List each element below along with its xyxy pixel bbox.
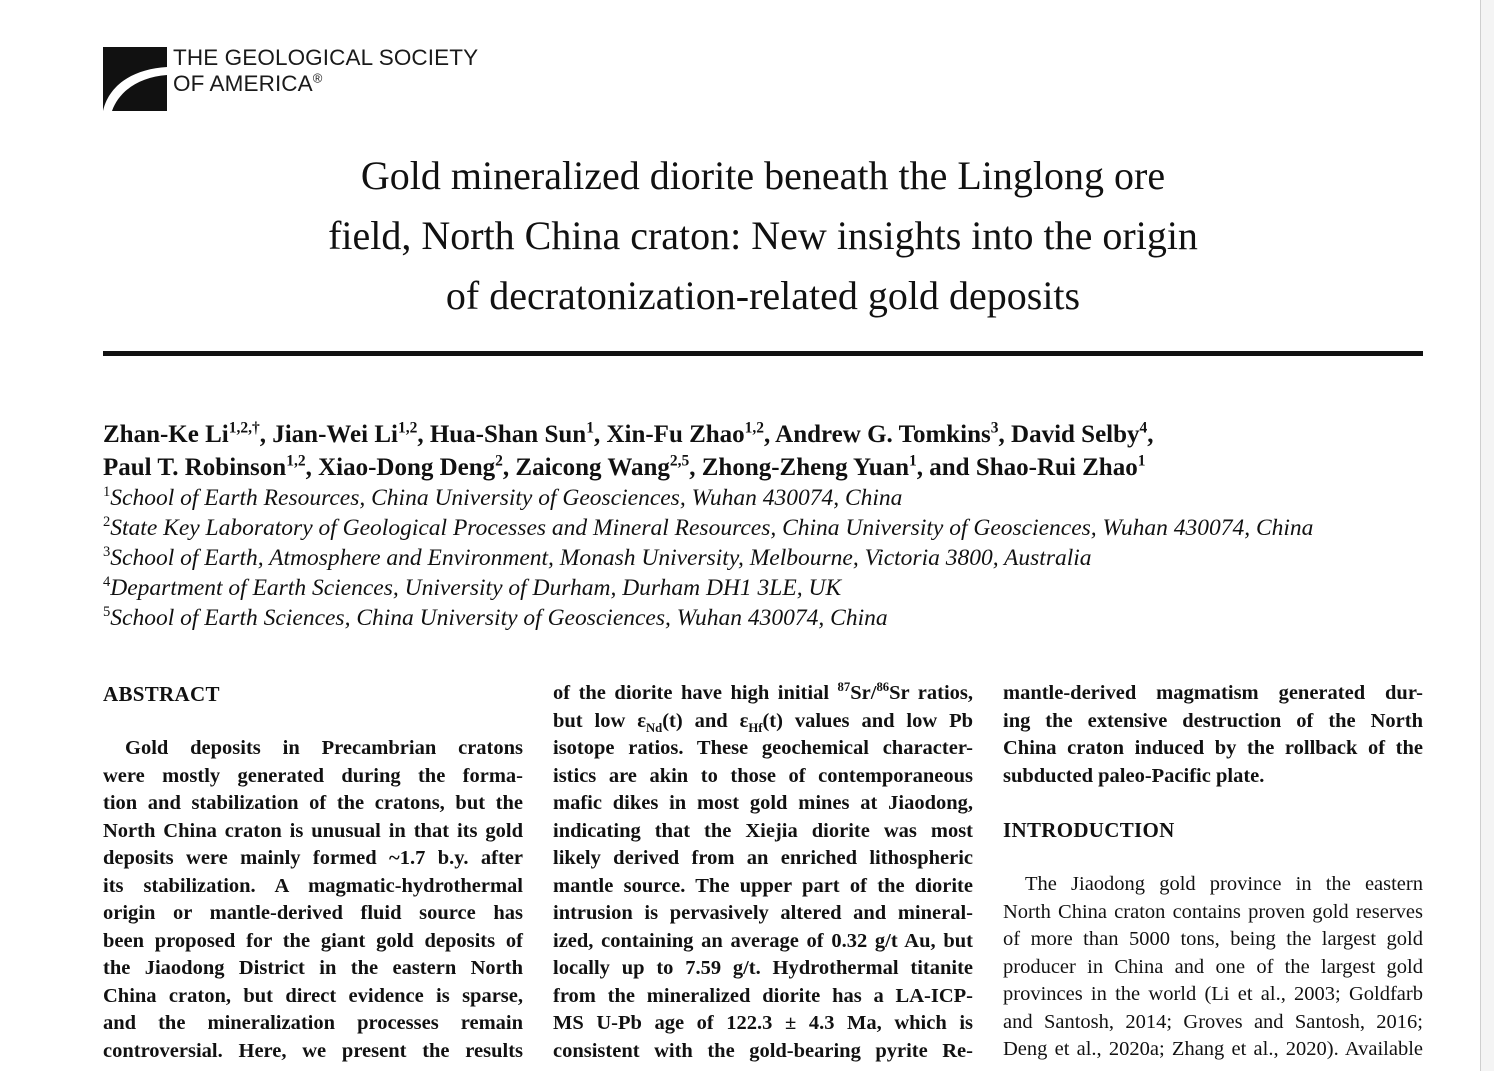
author-sep: , and — [916, 454, 976, 481]
gsa-logo — [103, 47, 483, 113]
author-line — [103, 418, 1433, 451]
affiliation-text: State Key Laboratory of Geological Processes and Mineral Resources, China University of Geosciences, Wuhan 430074, China — [110, 515, 1314, 541]
author-affil-sup: 1 — [909, 452, 917, 470]
author-name: Zaicong Wang — [515, 454, 670, 481]
abstract-text-line: mantle source. The upper part of the diorite — [553, 874, 973, 897]
viewer-side-strip — [1481, 0, 1494, 1071]
author-affil-sup: 4 — [1139, 419, 1148, 437]
abstract-text-line: indicating that the Xiejia diorite was most — [553, 819, 973, 842]
author-name: Jian-Wei Li — [272, 421, 398, 448]
abstract-column-2 — [553, 680, 973, 1065]
abstract-text-line: isotope ratios. These geochemical character- — [553, 737, 973, 759]
affiliation-text: School of Earth, Atmosphere and Environment, Monash University, Melbourne, Victoria 3800, Australia — [110, 545, 1092, 571]
abstract-text-line: ing the extensive destruction of the North — [1003, 709, 1423, 732]
abstract-text-line: istics are akin to those of contemporaneous — [553, 764, 973, 787]
author-affil-sup: 1 — [586, 419, 594, 437]
affiliation-list — [103, 483, 1443, 633]
author-name: Hua-Shan Sun — [429, 421, 587, 448]
affiliation-text: School of Earth Sciences, China University of Geosciences, Wuhan 430074, China — [110, 605, 888, 631]
author-sep: , — [1147, 421, 1154, 448]
author-name: Zhong-Zheng Yuan — [701, 454, 910, 481]
author-sep: , — [502, 454, 516, 481]
abstract-text-line: mafic dikes in most gold mines at Jiaodong, — [553, 792, 973, 814]
author-affil-sup: 1,2 — [744, 419, 765, 437]
affiliation — [103, 483, 1443, 513]
abstract-text-line: but low $\varepsilon_{Nd}(t)$ and $\varepsilon_{Hf}(t)$ values and low Pb — [553, 709, 973, 735]
abstract-text-line: intrusion is pervasively altered and mineral- — [553, 902, 973, 924]
affiliation-number: 2 — [103, 514, 111, 531]
page-edge — [1480, 0, 1481, 1071]
abstract-text-line: China craton induced by the rollback of the — [1003, 737, 1423, 759]
abstract-text-line: ized, containing an average of 0.32 g/t Au, but — [553, 929, 973, 952]
author-name: Shao-Rui Zhao — [975, 454, 1138, 481]
author-sep: , — [259, 421, 273, 448]
abstract-text-line: of the diorite have high initial $^{87}$Sr/$^{86}$Sr ratios, — [553, 680, 974, 704]
introduction-text-line: provinces in the world (Li et al., 2003; Goldfarb — [1003, 983, 1423, 1005]
logo-text-line1: THE GEOLOGICAL SOCIETY — [173, 45, 479, 70]
abstract-continuation — [1003, 680, 1423, 790]
abstract-text-line: locally up to 7.59 g/t. Hydrothermal titanite — [553, 957, 973, 979]
affiliation — [103, 573, 1443, 603]
introduction-text-line: and Santosh, 2014; Groves and Santosh, 2016; — [1003, 1010, 1423, 1033]
abstract-text-line: been proposed for the giant gold deposits of — [103, 929, 523, 952]
spacer — [1003, 790, 1423, 816]
abstract-text-line: controversial. Here, we present the results — [103, 1039, 523, 1062]
spacer — [1003, 844, 1423, 871]
affiliation-number: 5 — [103, 604, 111, 621]
abstract-text-line: its stabilization. A magmatic-hydrothermal — [103, 874, 523, 897]
introduction-heading: INTRODUCTION — [1003, 818, 1175, 842]
abstract-text-line: MS U-Pb age of 122.3 ± 4.3 Ma, which is — [553, 1012, 973, 1034]
author-name: Xiao-Dong Deng — [318, 454, 496, 481]
author-affil-sup: 2 — [495, 452, 503, 470]
abstract-text-line: consistent with the gold-bearing pyrite Re- — [553, 1039, 973, 1062]
author-affil-sup: 1 — [1137, 452, 1146, 470]
title-line: Gold mineralized diorite beneath the Linglong ore — [360, 153, 1166, 198]
author-list — [103, 418, 1433, 484]
author-sep: , — [689, 454, 702, 481]
abstract-text-line: origin or mantle-derived fluid source has — [103, 902, 523, 924]
author-affil-sup: 1,2 — [397, 419, 418, 437]
affiliation-number: 1 — [103, 484, 111, 501]
title-line: field, North China craton: New insights into the origin — [328, 213, 1198, 258]
abstract-text-line: tion and stabilization of the cratons, but the — [103, 792, 523, 814]
author-name: Andrew G. Tomkins — [775, 421, 991, 448]
author-sep: , — [764, 421, 776, 448]
title-line: of decratonization-related gold deposits — [445, 273, 1081, 318]
abstract-column-1 — [103, 680, 523, 1065]
author-sep: , — [998, 421, 1012, 448]
abstract-heading: ABSTRACT — [103, 682, 220, 706]
author-affil-sup: 1,2 — [286, 452, 306, 470]
introduction-text-line: Deng et al., 2020a; Zhang et al., 2020). Available — [1003, 1038, 1423, 1060]
column-3 — [1003, 680, 1423, 1064]
registered-mark: ® — [312, 70, 323, 86]
author-affil-sup: 1,2,† — [228, 419, 260, 437]
introduction-text-line: of more than 5000 tons, being the largest gold — [1003, 928, 1423, 950]
abstract-text-line: North China craton is unusual in that its gold — [103, 819, 523, 842]
author-line — [103, 451, 1433, 484]
abstract-text-line: mantle-derived magmatism generated dur- — [1003, 682, 1423, 704]
abstract-text-line: subducted paleo-Pacific plate. — [1003, 764, 1265, 787]
affiliation-number: 4 — [103, 574, 111, 591]
abstract-text-line: were mostly generated during the forma- — [103, 764, 523, 787]
author-sep: , — [305, 454, 319, 481]
gsa-logo-mark-icon — [103, 47, 167, 111]
abstract-text-line: from the mineralized diorite has a LA-ICP- — [553, 984, 973, 1007]
author-affil-sup: 2,5 — [669, 452, 690, 470]
abstract-text-line: Gold deposits in Precambrian cratons — [125, 737, 523, 759]
introduction-text-line: The Jiaodong gold province in the eastern — [1025, 873, 1423, 895]
author-sep: , — [417, 421, 430, 448]
title-rule — [103, 351, 1423, 356]
spacer — [103, 708, 523, 735]
paper-title — [103, 146, 1423, 326]
author-sep: , — [593, 421, 607, 448]
affiliation-text: Department of Earth Sciences, University of Durham, Durham DH1 3LE, UK — [110, 575, 842, 601]
affiliation — [103, 603, 1443, 633]
abstract-text-line: deposits were mainly formed ~1.7 b.y. after — [103, 847, 523, 869]
author-name: Xin-Fu Zhao — [606, 421, 745, 448]
introduction-text-line: North China craton contains proven gold reserves — [1003, 900, 1423, 923]
logo-text-line2: OF AMERICA® — [173, 70, 323, 96]
author-name: Paul T. Robinson — [103, 454, 287, 481]
abstract-text-line: and the mineralization processes remain — [103, 1012, 523, 1034]
author-name: Zhan-Ke Li — [103, 421, 229, 448]
affiliation — [103, 543, 1443, 573]
affiliation-number: 3 — [103, 544, 111, 561]
introduction-text-line: producer in China and one of the largest gold — [1003, 955, 1423, 978]
affiliation-text: School of Earth Resources, China University of Geosciences, Wuhan 430074, China — [110, 485, 903, 511]
abstract-text-line: the Jiaodong District in the eastern North — [103, 957, 523, 979]
affiliation — [103, 513, 1443, 543]
author-name: David Selby — [1011, 421, 1140, 448]
abstract-text-line: China craton, but direct evidence is sparse, — [103, 984, 523, 1007]
author-affil-sup: 3 — [990, 419, 999, 437]
abstract-text-line: likely derived from an enriched lithospheric — [553, 847, 973, 869]
